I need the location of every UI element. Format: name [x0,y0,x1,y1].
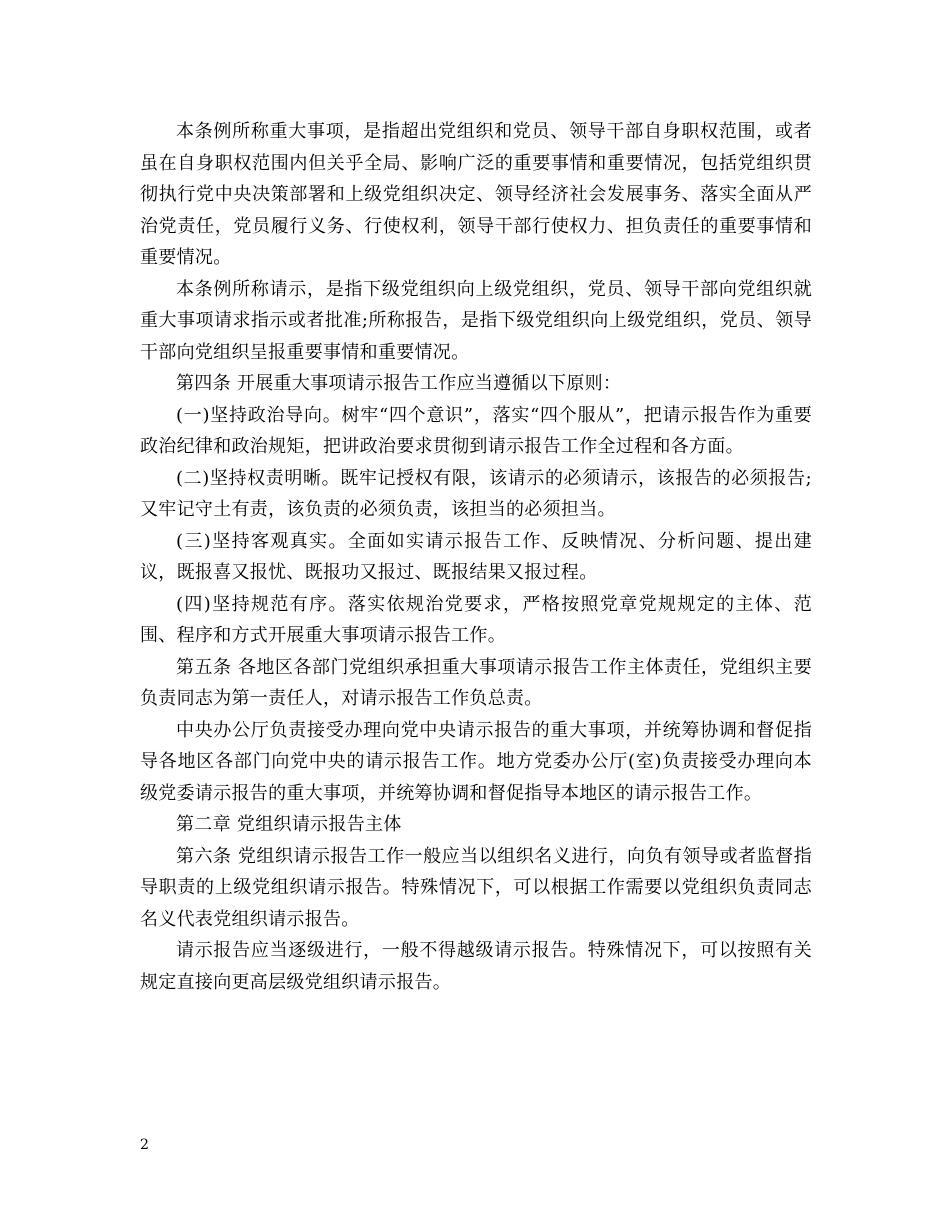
paragraph: 请示报告应当逐级进行，一般不得越级请示报告。特殊情况下，可以按照有关规定直接向更高层级党组织请示报告。 [140,940,812,993]
paragraph: 第六条 党组织请示报告工作一般应当以组织名义进行，向负有领导或者监督指导职责的上级党组织请示报告。特殊情况下，可以根据工作需要以党组织负责同志名义代表党组织请示报告。 [140,845,812,930]
paragraph: 本条例所称请示，是指下级党组织向上级党组织，党员、领导干部向党组织就重大事项请求指示或者批准;所称报告，是指下级党组织向上级党组织，党员、领导干部向党组织呈报重要事情和重要情况。 [140,278,812,363]
paragraph: 第五条 各地区各部门党组织承担重大事项请示报告工作主体责任，党组织主要负责同志为第一责任人，对请示报告工作负总责。 [140,656,812,709]
paragraph: 本条例所称重大事项，是指超出党组织和党员、领导干部自身职权范围，或者虽在自身职权范围内但关乎全局、影响广泛的重要事情和重要情况，包括党组织贯彻执行党中央决策部署和上级党组织决定、领导经济社会发展事务、落实全面从严治党责任，党员履行义务、行使权利，领导干部行使权力、担负责任的重要事情和重要情况。 [140,121,812,268]
chapter-heading: 第二章 党组织请示报告主体 [176,814,402,835]
list-item: (一)坚持政治导向。树牢“四个意识”，落实“四个服从”，把请示报告作为重要政治纪律和政治规矩，把讲政治要求贯彻到请示报告工作全过程和各方面。 [140,404,812,457]
list-item: (三)坚持客观真实。全面如实请示报告工作、反映情况、分析问题、提出建议，既报喜又报忧、既报功又报过、既报结果又报过程。 [140,530,812,583]
page-number: 2 [140,1137,149,1153]
list-item: (二)坚持权责明晰。既牢记授权有限，该请示的必须请示，该报告的必须报告;又牢记守土有责，该负责的必须负责，该担当的必须担当。 [140,467,812,520]
paragraph: 中央办公厅负责接受办理向党中央请示报告的重大事项，并统筹协调和督促指导各地区各部门向党中央的请示报告工作。地方党委办公厅(室)负责接受办理向本级党委请示报告的重大事项，并统筹协调和督促指导本地区的请示报告工作。 [140,719,812,804]
article-heading: 第四条 开展重大事项请示报告工作应当遵循以下原则： [176,373,622,394]
list-item: (四)坚持规范有序。落实依规治党要求，严格按照党章党规规定的主体、范围、程序和方式开展重大事项请示报告工作。 [140,593,812,646]
document-body [140,116,812,998]
